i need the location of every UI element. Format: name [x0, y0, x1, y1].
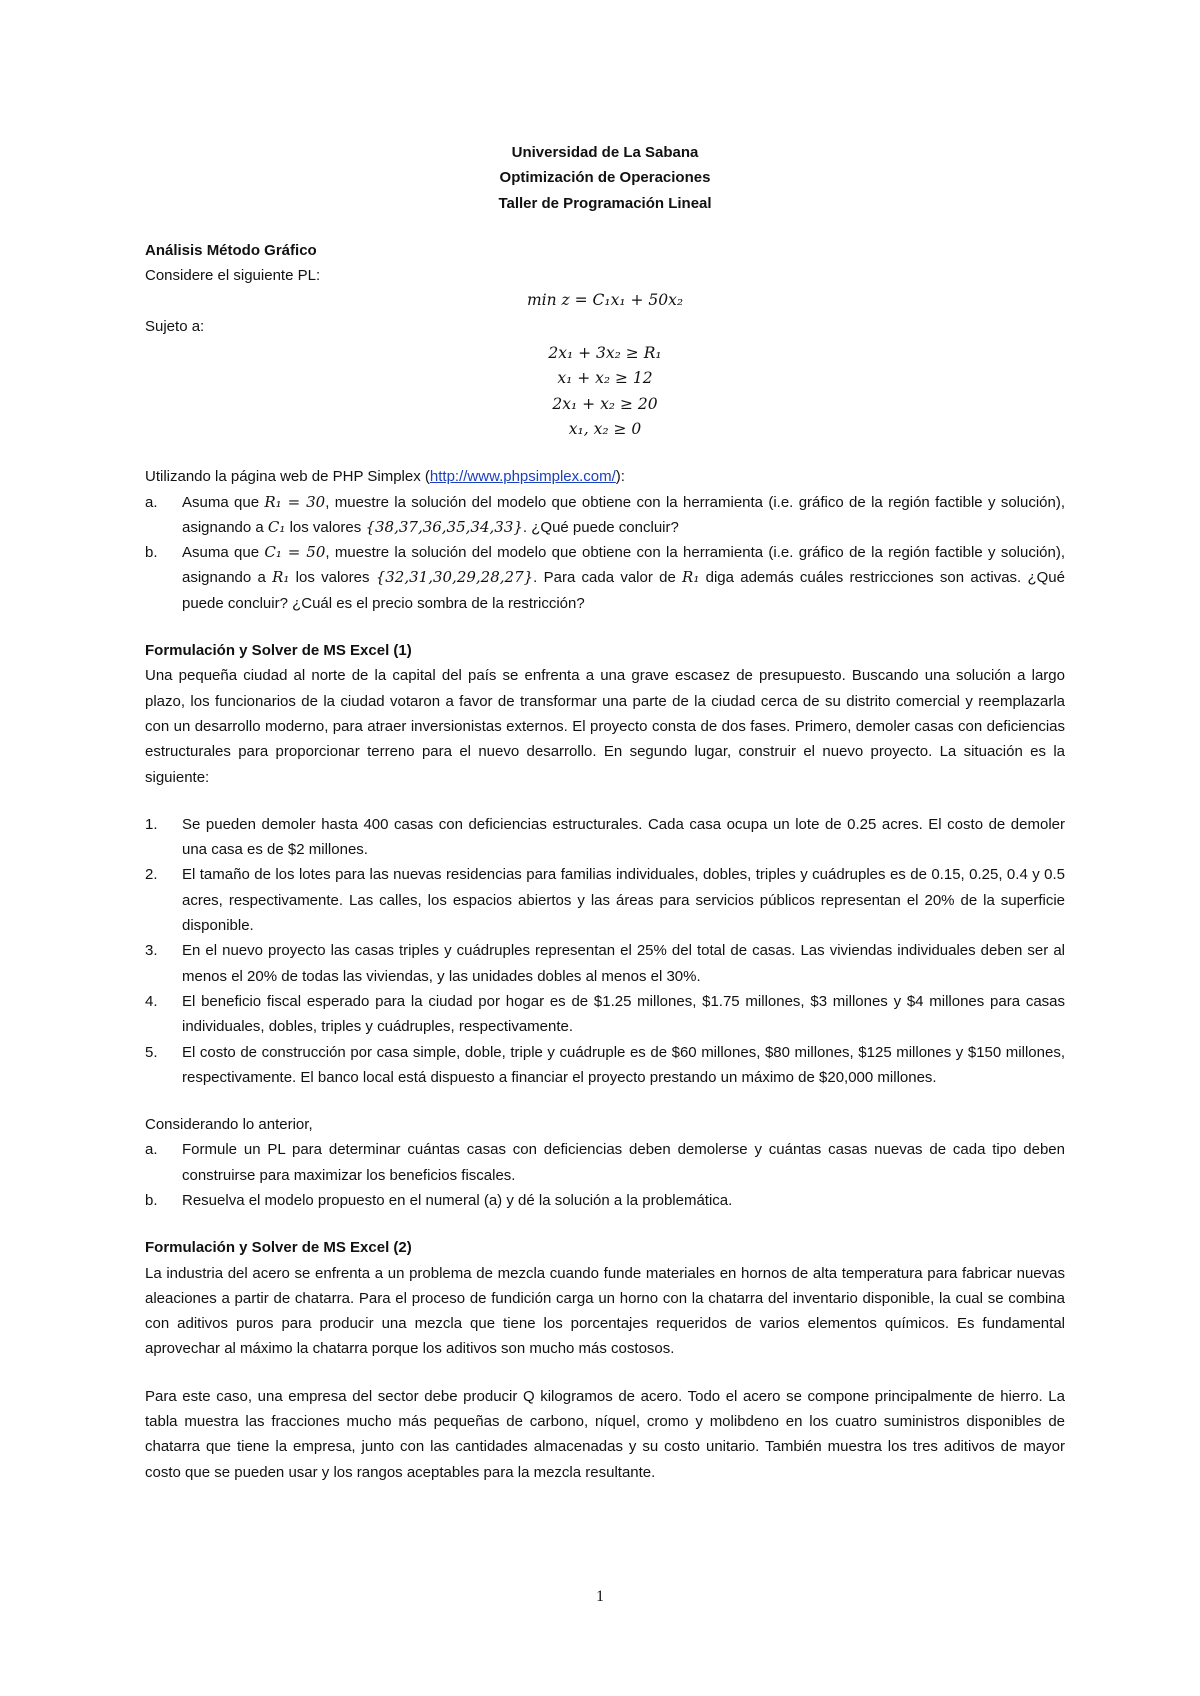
section-solver-2: [145, 1235, 1065, 1485]
section-graphical-analysis: [145, 238, 1065, 616]
tasks-list: [145, 1137, 1065, 1213]
section-solver-1: [145, 638, 1065, 1213]
list-marker: 2.: [145, 866, 158, 884]
section-intro: Considere el siguiente PL:: [145, 267, 321, 285]
university-name: Universidad de La Sabana: [511, 144, 699, 161]
steel-paragraph-2: Para este caso, una empresa del sector debe producir Q kilogramos de acero. Todo el acero se compone principalmente de hierro. La tabla muestra las fracciones mucho más pequeñas de carbono, níquel, cromo y molibdeno en los cuatro suministros disponibles de chatarra que tiene la empresa, junto con las cantidades almacenadas y su costo unitario. También muestra los tres aditivos de mayor costo que se pueden usar y los rangos aceptables para la mezcla resultante.: [145, 1387, 1065, 1481]
list-item: b. Asuma que C₁ = 50, muestre la solución del modelo que obtiene con la herramienta (i.e. gráfico de la región factible y solución), asignando a R₁ los valores {32,31,30,29,28,27}. Para cada valor de R₁ diga además cuáles restricciones son activas. ¿Qué puede concluir? ¿Cuál es el precio sombra de la restricción?: [145, 540, 1065, 616]
list-item: 3. En el nuevo proyecto las casas triples y cuádruples representan el 25% del total de casas. Las viviendas individuales deben ser al menos el 20% de todas las viviendas, y las unidades dobles al menos el 30%.: [145, 938, 1065, 989]
course-name: Optimización de Operaciones: [499, 169, 711, 187]
list-marker: 1.: [145, 815, 158, 833]
list-item: 1. Se pueden demoler hasta 400 casas con deficiencias estructurales. Cada casa ocupa un lote de 0.25 acres. El costo de demoler una casa es de $2 millones.: [145, 812, 1065, 863]
list-item: 5. El costo de construcción por casa simple, doble, triple y cuádruple es de $60 millones, $80 millones, $125 millones y $150 millones, respectivamente. El banco local está dispuesto a financiar el proyecto prestando un máximo de $20,000 millones.: [145, 1040, 1065, 1091]
phpsimplex-link[interactable]: http://www.phpsimplex.com/: [429, 468, 616, 486]
list-marker: 4.: [145, 992, 158, 1010]
constraint: 2x₁ + x₂ ≥ 20: [552, 394, 658, 413]
list-marker: b.: [145, 1191, 158, 1209]
page-number: 1: [596, 1588, 604, 1605]
constraint: x₁, x₂ ≥ 0: [568, 419, 642, 438]
list-marker: a.: [145, 1141, 158, 1159]
situation-list: [145, 812, 1065, 1090]
list-item: 4. El beneficio fiscal esperado para la ciudad por hogar es de $1.25 millones, $1.75 millones, $3 millones y $4 millones para casas individuales, dobles, triples y cuádruples, respectivamente.: [145, 989, 1065, 1040]
constraint-list: [145, 341, 1065, 442]
list-item: a. Asuma que R₁ = 30, muestre la solución del modelo que obtiene con la herramienta (i.e. gráfico de la región factible y solución), asignando a C₁ los valores {38,37,36,35,34,33}. ¿Qué puede concluir?: [145, 490, 1065, 541]
objective-function: min z = C₁x₁ + 50x₂: [526, 291, 684, 310]
section-title: Análisis Método Gráfico: [145, 241, 317, 259]
constraint: 2x₁ + 3x₂ ≥ R₁: [548, 344, 662, 363]
list-marker: 3.: [145, 942, 158, 960]
steel-paragraph-1: La industria del acero se enfrenta a un problema de mezcla cuando funde materiales en hornos de alta temperatura para fabricar nuevas aleaciones a partir de chatarra. Para el proceso de fundición carga un horno con la chatarra del inventario disponible, la cual se combina con aditivos puros para producir una mezcla que tiene los porcentajes requeridos de varios elementos químicos. Es fundamental aprovechar al máximo la chatarra porque los aditivos son mucho más costosos.: [145, 1264, 1065, 1358]
document-header: [145, 140, 1065, 216]
list-item: b. Resuelva el modelo propuesto en el numeral (a) y dé la solución a la problemática.: [145, 1188, 1065, 1213]
problem-description: Una pequeña ciudad al norte de la capital del país se enfrenta a una grave escasez de presupuesto. Buscando una solución a largo plazo, los funcionarios de la ciudad votaron a favor de transformar una parte de la ciudad cerca de su distrito comercial y reemplazarla con un desarrollo moderno, para atraer inversionistas externos. El proyecto consta de dos fases. Primero, demoler casas con deficiencias estructurales para proporcionar terreno para el nuevo desarrollo. En segundo lugar, construir el nuevo proyecto. La situación es la siguiente:: [145, 667, 1065, 786]
tool-instruction: Utilizando la página web de PHP Simplex (http://www.phpsimplex.com/):: [145, 468, 625, 486]
list-item: 2. El tamaño de los lotes para las nuevas residencias para familias individuales, dobles, triples y cuádruples es de 0.15, 0.25, 0.4 y 0.5 acres, respectivamente. Las calles, los espacios abiertos y las áreas para servicios públicos representan el 20% de la superficie disponible.: [145, 862, 1065, 938]
graphical-tasks-list: [145, 490, 1065, 616]
considering-text: Considerando lo anterior,: [145, 1116, 313, 1134]
document-page: [145, 140, 1065, 1485]
constraint: x₁ + x₂ ≥ 12: [557, 369, 653, 388]
list-marker: 5.: [145, 1043, 158, 1061]
list-marker: b.: [145, 544, 158, 562]
list-item: a. Formule un PL para determinar cuántas casas con deficiencias deben demolerse y cuántas casas nuevas de cada tipo deben construirse para maximizar los beneficios fiscales.: [145, 1137, 1065, 1188]
list-marker: a.: [145, 493, 158, 511]
subject-to-label: Sujeto a:: [145, 317, 205, 335]
workshop-title: Taller de Programación Lineal: [498, 194, 712, 212]
section-title: Formulación y Solver de MS Excel (1): [145, 642, 412, 660]
section-title: Formulación y Solver de MS Excel (2): [145, 1239, 412, 1257]
